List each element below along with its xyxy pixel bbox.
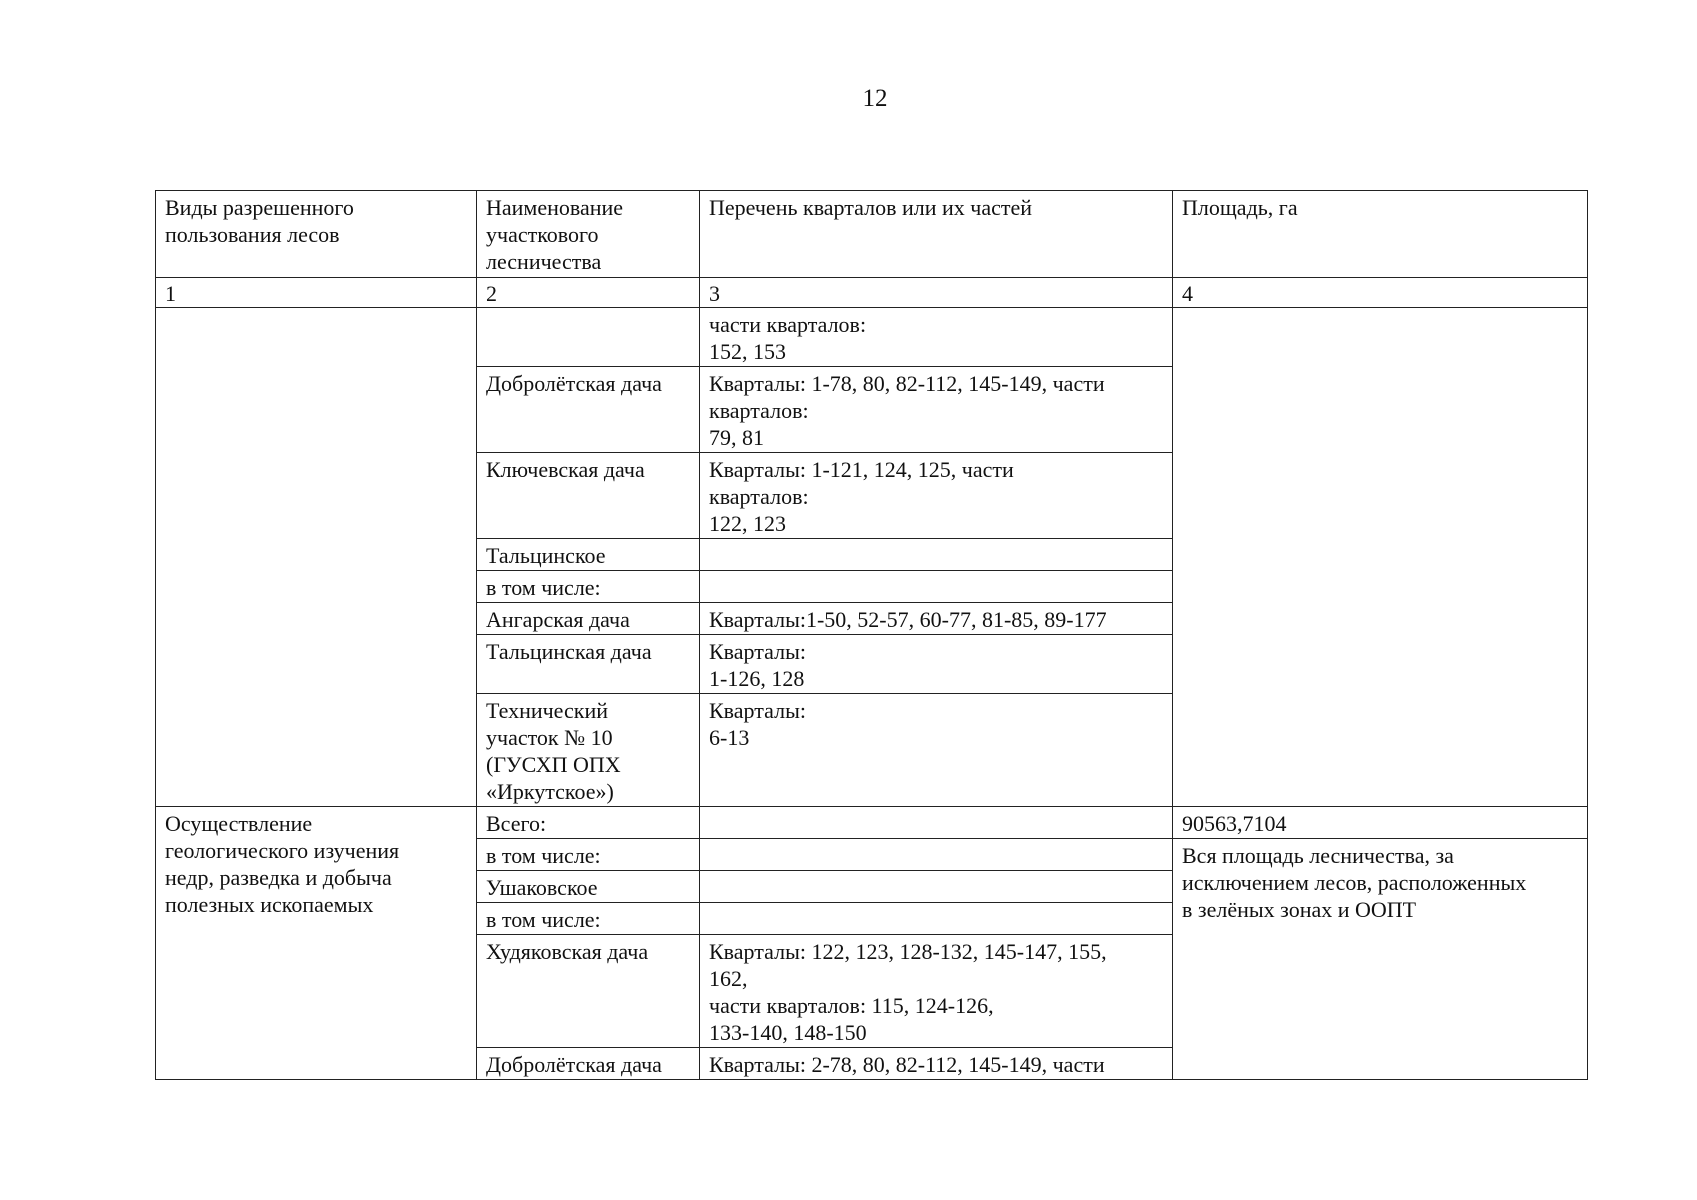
district-name-cell: Ангарская дача [477,603,700,635]
quarters-cell [700,839,1173,871]
total-area-cell: 90563,7104 [1173,807,1588,839]
quarters-cell: части кварталов: 152, 153 [700,308,1173,367]
quarters-cell: Кварталы:1-50, 52-57, 60-77, 81-85, 89-177 [700,603,1173,635]
column-number: 2 [477,278,700,308]
table-row [156,807,1588,839]
table-row [156,308,1588,367]
quarters-cell: Кварталы: 2-78, 80, 82-112, 145-149, части [700,1048,1173,1080]
table-header-row [156,191,1588,278]
header-area: Площадь, га [1173,191,1588,278]
header-district-name: Наименование участкового лесничества [477,191,700,278]
district-name-cell: в том числе: [477,839,700,871]
column-number: 3 [700,278,1173,308]
column-number: 4 [1173,278,1588,308]
use-type-cell: Осуществление геологического изучения недр, разведка и добыча полезных ископаемых [156,807,477,1080]
forest-use-table [155,190,1588,1080]
use-type-cell-continued [156,308,477,807]
district-name-cell: Тальцинская дача [477,635,700,694]
area-cell-continued [1173,308,1588,807]
quarters-cell [700,871,1173,903]
district-name-cell: Худяковская дача [477,935,700,1048]
district-name-cell: Добролётская дача [477,367,700,453]
column-number: 1 [156,278,477,308]
district-name-cell: Всего: [477,807,700,839]
quarters-cell: Кварталы: 6-13 [700,694,1173,807]
district-name-cell: Тальцинское [477,539,700,571]
quarters-cell: Кварталы: 1-126, 128 [700,635,1173,694]
quarters-cell: Кварталы: 1-78, 80, 82-112, 145-149, части кварталов: 79, 81 [700,367,1173,453]
district-name-cell: Технический участок № 10 (ГУСХП ОПХ «Иркутское») [477,694,700,807]
district-name-cell: в том числе: [477,903,700,935]
district-name-cell: Ушаковское [477,871,700,903]
quarters-cell [700,807,1173,839]
header-use-type: Виды разрешенного пользования лесов [156,191,477,278]
page-number: 12 [862,85,888,112]
district-name-cell [477,308,700,367]
quarters-cell [700,571,1173,603]
quarters-cell: Кварталы: 1-121, 124, 125, части кварталов: 122, 123 [700,453,1173,539]
quarters-cell [700,539,1173,571]
area-note-cell: Вся площадь лесничества, за исключением лесов, расположенных в зелёных зонах и ООПТ [1173,839,1588,1080]
district-name-cell: Ключевская дача [477,453,700,539]
header-quarters-list: Перечень кварталов или их частей [700,191,1173,278]
quarters-cell [700,903,1173,935]
district-name-cell: Добролётская дача [477,1048,700,1080]
district-name-cell: в том числе: [477,571,700,603]
column-numbers-row [156,278,1588,308]
quarters-cell: Кварталы: 122, 123, 128-132, 145-147, 155, 162, части кварталов: 115, 124-126, 133-140, 148-150 [700,935,1173,1048]
